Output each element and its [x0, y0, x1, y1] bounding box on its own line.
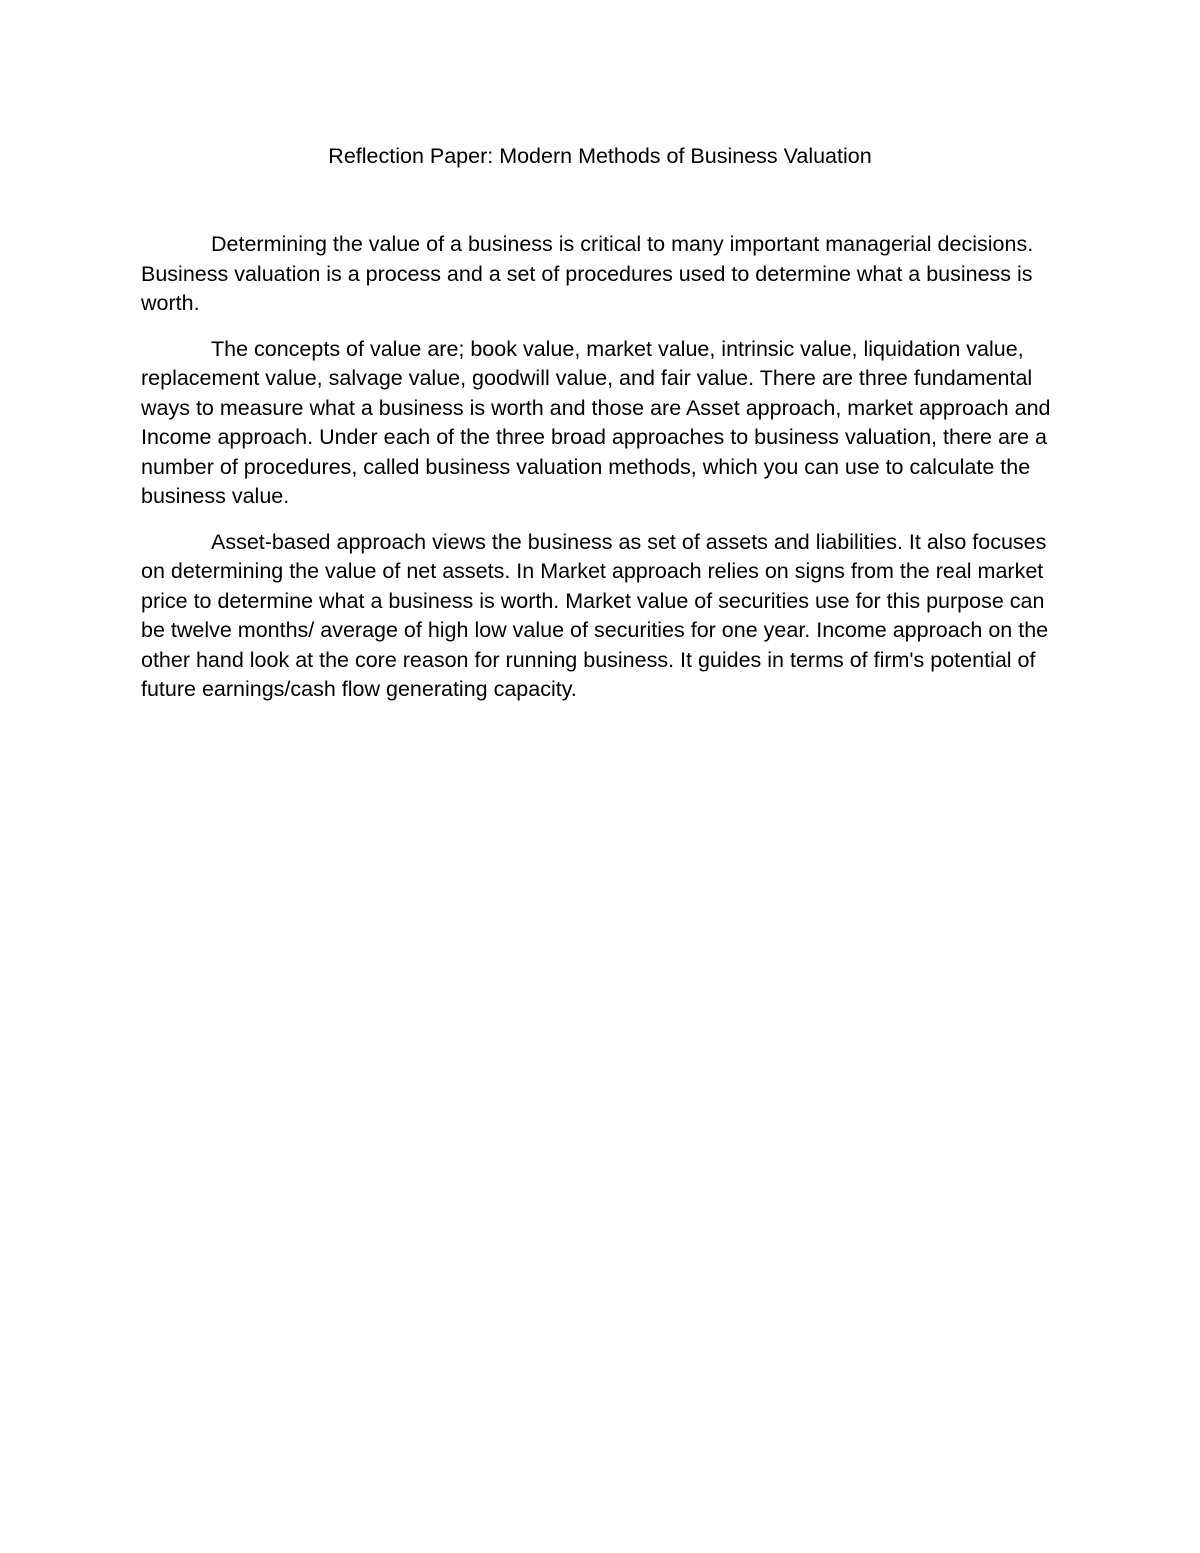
document-title: Reflection Paper: Modern Methods of Business Valuation	[328, 144, 872, 168]
document-body	[141, 230, 1056, 721]
paragraph-approaches: Asset-based approach views the business as set of assets and liabilities. It also focuses on determining the value of net assets. In Market approach relies on signs from the real market price to determine what a business is worth. Market value of securities use for this purpose can be twelve months/ average of high low value of securities for one year. Income approach on the other hand look at the core reason for running business. It guides in terms of firm's potential of future earnings/cash flow generating capacity.	[141, 529, 1049, 701]
paragraph-concepts-of-value: The concepts of value are; book value, market value, intrinsic value, liquidation value, replacement value, salvage value, goodwill value, and fair value. There are three fundamental ways to measure what a business is worth and those are Asset approach, market approach and Income approach. Under each of the three broad approaches to business valuation, there are a number of procedures, called business valuation methods, which you can use to calculate the business value.	[141, 336, 1051, 508]
paragraph-intro: Determining the value of a business is critical to many important managerial decisions. Business valuation is a process and a set of procedures used to determine what a business is worth.	[141, 232, 1034, 315]
